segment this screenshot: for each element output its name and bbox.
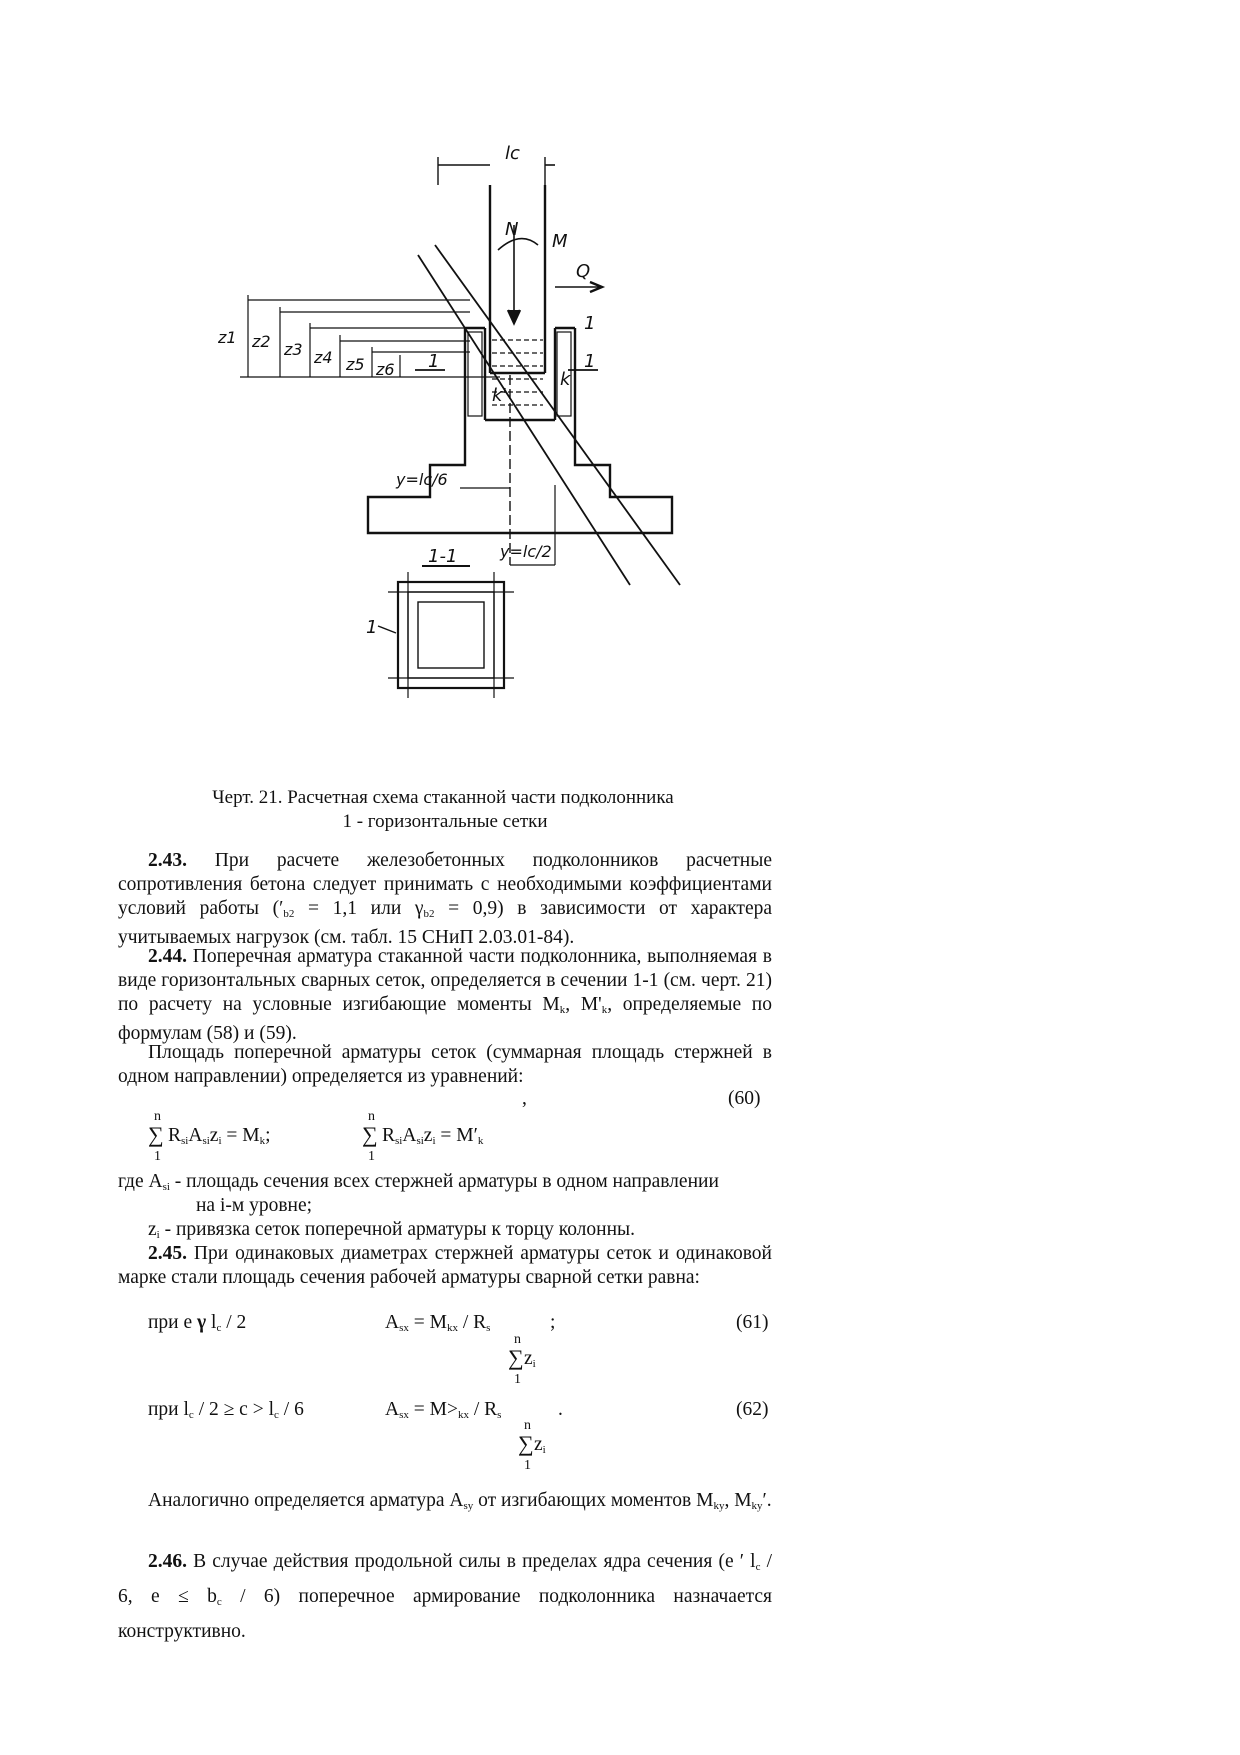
- label-z6: z6: [376, 360, 395, 379]
- document-page: lc N M Q 1 1 1 k k' z1 z2 z3 z4 z5 z6 y=lc/6 y=lc/2 1-1 1 Черт. 21. Расчетная схема стаканной части подколонника 1 - горизонтальные сетки 2.43. При расчете железобетонных подколонников расчетные сопротивления бетона следует принимать с необходимыми коэффициентами условий работы ($'_{b2} = 1,1$ или $\gamma_{b2} = 0,9$) в зависимости от характера учитываемых нагрузок (см. табл. 15 СНиП 2.03.01-84). 2.44. Поперечная арматура стаканной части подколонника, выполняемая в виде горизонтальных сварных сеток, определяется в сечении 1-1 (см. черт. 21) по расчету на условные изгибающие моменты $M_k$, $M'_k$, определяемые по формулам (58) и (59). Площадь поперечной арматуры сеток (суммарная площадь стержней в одном направлении) определяется из уравнений: , (60) n ∑ 1 $R_{si}A_{si}z_i = M_k$; n ∑ 1 $R_{si}A_{si}z_i = M'_k$ где $A_{si}$ - площадь сечения всех стержней арматуры в одном направлении на i-м уровне; $z_i$ - привязка сеток поперечной арматуры к торцу колонны. 2.45. При одинаковых диаметрах стержней арматуры сеток и одинаковой марке стали площадь сечения рабочей арматуры сварной сетки равна: при e γ $l_c / 2$ $A_{sx} = M_{kx} / R_s$ ; (61) n ∑ $z_i$ 1 при $l_c / 2 \ge c > l_c / 6$ $A_{sx} = M>_{kx} / R_s$ . (62) n ∑ $z_i$ 1 Аналогично определяется арматура $A_{sy}$ от изгибающих моментов $M_{ky}$, $M_{ky}'$. 2.46. В случае действия продольной силы в пределах ядра сечения (e ′ $l_c / 6$, $e \le b_c / 6$) поперечное армирование подколонника назначается конструктивно.: [0, 0, 1240, 1755]
- eq61-condition: при e γ $l_c / 2$: [148, 1312, 247, 1334]
- label-k-prime: k': [492, 385, 508, 406]
- paragraph-area: Площадь поперечной арматуры сеток (суммарная площадь стержней в одном направлении) определяется из уравнений:: [118, 1042, 772, 1087]
- figure-caption-title: Черт. 21. Расчетная схема стаканной части подколонника: [212, 787, 674, 808]
- eq61-end: ;: [550, 1312, 556, 1333]
- label-lc: lc: [505, 145, 520, 164]
- label-section-title: 1-1: [428, 546, 458, 567]
- figure-caption-legend: 1 - горизонтальные сетки: [342, 811, 548, 832]
- eq60-number: (60): [728, 1088, 761, 1109]
- eq62-end: .: [558, 1399, 563, 1420]
- paragraph-analogous: Аналогично определяется арматура $A_{sy}$ от изгибающих моментов $M_{ky}$, $M_{ky}'$.: [148, 1490, 772, 1512]
- eq62-formula: $A_{sx} = M>_{kx} / R_s$: [385, 1399, 502, 1421]
- definition-asi: где $A_{si}$ - площадь сечения всех стержней арматуры в одном направлении: [118, 1171, 719, 1193]
- label-z1: z1: [218, 328, 237, 347]
- paragraph-2-45: 2.45. При одинаковых диаметрах стержней арматуры сеток и одинаковой марке стали площадь сечения рабочей арматуры сварной сетки равна:: [118, 1243, 772, 1288]
- label-M: M: [552, 231, 568, 252]
- eq61-formula: $A_{sx} = M_{kx} / R_s$: [385, 1312, 491, 1334]
- label-y-lc2: y=lc/2: [500, 542, 552, 561]
- definition-zi: $z_i$ - привязка сеток поперечной арматуры к торцу колонны.: [148, 1219, 636, 1241]
- label-1-left-section: 1: [428, 351, 440, 372]
- label-k: k: [560, 369, 571, 390]
- label-z2: z2: [252, 332, 271, 351]
- eq61-number: (61): [736, 1312, 769, 1333]
- label-z3: z3: [284, 340, 303, 359]
- label-1-right-section: 1: [584, 351, 596, 372]
- glass-left-wall: [368, 328, 672, 533]
- paragraph-2-43: 2.43. При расчете железобетонных подколонников расчетные сопротивления бетона следует принимать с необходимыми коэффициентами условий работы ($'_{b2} = 1,1$ или $\gamma_{b2} = 0,9$) в зависимости от характера учитываемых нагрузок (см. табл. 15 СНиП 2.03.01-84).: [118, 850, 773, 948]
- paragraph-2-46: 2.46. В случае действия продольной силы в пределах ядра сечения (e ′ $l_c / 6$, $e \le b_c / 6$) поперечное армирование подколонника назначается конструктивно.: [118, 1551, 772, 1642]
- label-1-right: 1: [584, 313, 596, 334]
- label-Q: Q: [576, 261, 591, 282]
- eq60-comma: ,: [522, 1088, 527, 1109]
- section-1-1: [378, 566, 514, 698]
- eq62-condition: при $l_c / 2 \ge c > l_c / 6$: [148, 1399, 304, 1421]
- paragraph-2-44: 2.44. Поперечная арматура стаканной части подколонника, выполняемая в виде горизонтальных сварных сеток, определяется в сечении 1-1 (см. черт. 21) по расчету на условные изгибающие моменты $M_k$, $M'_k$, определяемые по формулам (58) и (59).: [118, 946, 772, 1044]
- label-1-section: 1: [366, 617, 378, 638]
- label-z5: z5: [346, 355, 365, 374]
- label-N: N: [505, 219, 519, 240]
- crack-line-1: [418, 255, 630, 585]
- label-z4: z4: [314, 348, 333, 367]
- definition-asi-cont: на i-м уровне;: [196, 1195, 313, 1216]
- eq62-number: (62): [736, 1399, 769, 1420]
- label-y-lc6: y=lc/6: [396, 470, 448, 489]
- design-scheme-drawing: [200, 145, 700, 785]
